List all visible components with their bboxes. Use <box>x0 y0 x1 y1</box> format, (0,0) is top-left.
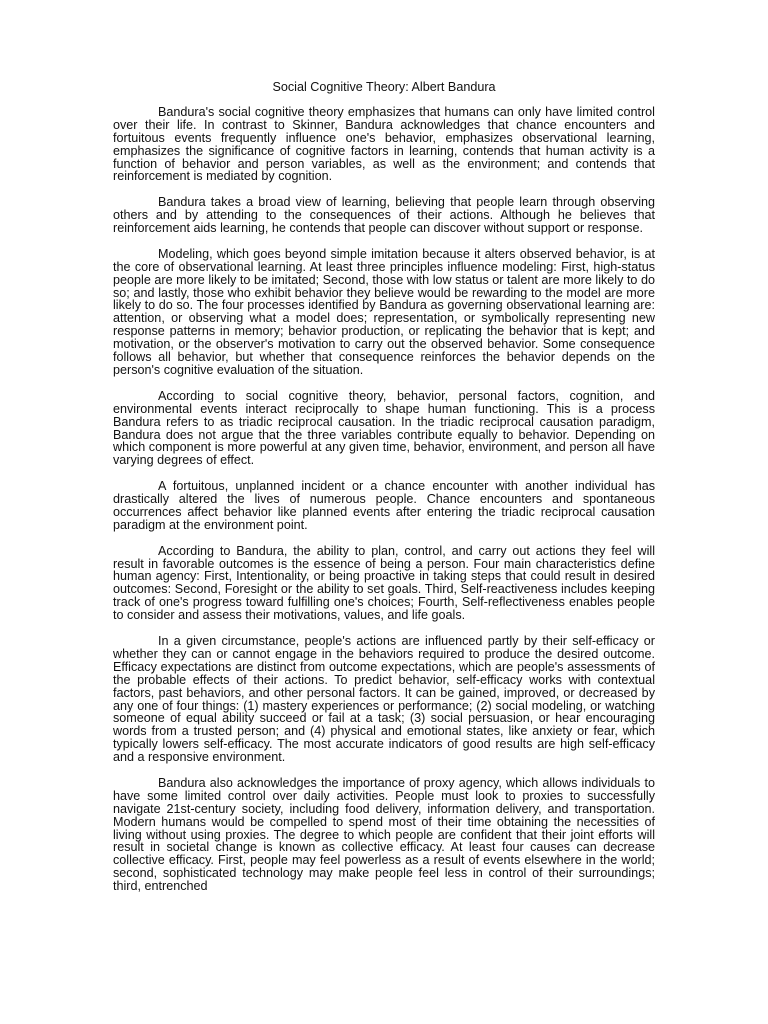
paragraph-4: According to social cognitive theory, behavior, personal factors, cognition, and environmental events interact reciprocally to shape human functioning. This is a process Bandura refers to as triadic reciprocal causation. In the triadic reciprocal causation paradigm, Bandura does not argue that the three variables contribute equally to behavior. Depending on which component is more powerful at any given time, behavior, environment, and person all have varying degrees of effect. <box>113 388 655 468</box>
paragraph-8: Bandura also acknowledges the importance of proxy agency, which allows individuals to have some limited control over daily activities. People must look to proxies to successfully navigate 21st-century society, including food delivery, information delivery, and transportation. Modern humans would be compelled to spend most of their time obtaining the necessities of living without using proxies. The degree to which people are confident that their joint efforts will result in societal change is known as collective efficacy. At least four causes can decrease collective efficacy. First, people may feel powerless as a result of events elsewhere in the world; second, sophisticated technology may make people feel less in control of their surroundings; third, entrenched <box>113 775 655 894</box>
document-body <box>113 81 655 906</box>
paragraph-6: According to Bandura, the ability to plan, control, and carry out actions they feel will result in favorable outcomes is the essence of being a person. Four main characteristics define human agency: First, Intentionality, or being proactive in taking steps that could result in desired outcomes: Second, Foresight or the ability to set goals. Third, Self-reactiveness includes keeping track of one's progress toward fulfilling one's choices; Fourth, Self-reflectiveness enables people to consider and assess their motivations, values, and life goals. <box>113 543 655 623</box>
paragraph-3: Modeling, which goes beyond simple imitation because it alters observed behavior, is at the core of observational learning. At least three principles influence modeling: First, high-status people are more likely to be imitated; Second, those with low status or talent are more likely to do so; and lastly, those who exhibit behavior they believe would be rewarding to the model are more likely to do so. The four processes identified by Bandura as governing observational learning are: attention, or observing what a model does; representation, or symbolically representing new response patterns in memory; behavior production, or replicating the behavior that is kept; and motivation, or the observer's motivation to carry out the observed behavior. Some consequence follows all behavior, but whether that consequence reinforces the behavior depends on the person's cognitive evaluation of the situation. <box>113 246 655 377</box>
paragraph-1: Bandura's social cognitive theory emphasizes that humans can only have limited control over their life. In contrast to Skinner, Bandura acknowledges that chance encounters and fortuitous events frequently influence one's behavior, emphasizes observational learning, emphasizes the significance of cognitive factors in learning, contends that human activity is a function of behavior and person variables, as well as the environment; and contends that reinforcement is mediated by cognition. <box>113 104 655 184</box>
paragraph-5: A fortuitous, unplanned incident or a chance encounter with another individual has drastically altered the lives of numerous people. Chance encounters and spontaneous occurrences affect behavior like planned events after entering the triadic reciprocal causation paradigm at the environment point. <box>113 479 655 532</box>
document-title: Social Cognitive Theory: Albert Bandura <box>272 80 496 94</box>
paragraph-7: In a given circumstance, people's actions are influenced partly by their self-efficacy or whether they can or cannot engage in the behaviors required to produce the desired outcome. Efficacy expectations are distinct from outcome expectations, which are people's assessments of the probable effects of their actions. To predict behavior, self-efficacy works with contextual factors, past behaviors, and other personal factors. It can be gained, improved, or decreased by any one of four things: (1) mastery experiences or performance; (2) social modeling, or watching someone of equal ability succeed or fail at a task; (3) social persuasion, or hear encouraging words from a trusted person; and (4) physical and emotional states, like anxiety or fear, which typically lowers self-efficacy. The most accurate indicators of good results are high self-efficacy and a responsive environment. <box>113 633 655 765</box>
paragraph-2: Bandura takes a broad view of learning, believing that people learn through observing others and by attending to the consequences of their actions. Although he believes that reinforcement aids learning, he contends that people can discover without support or response. <box>113 195 655 236</box>
